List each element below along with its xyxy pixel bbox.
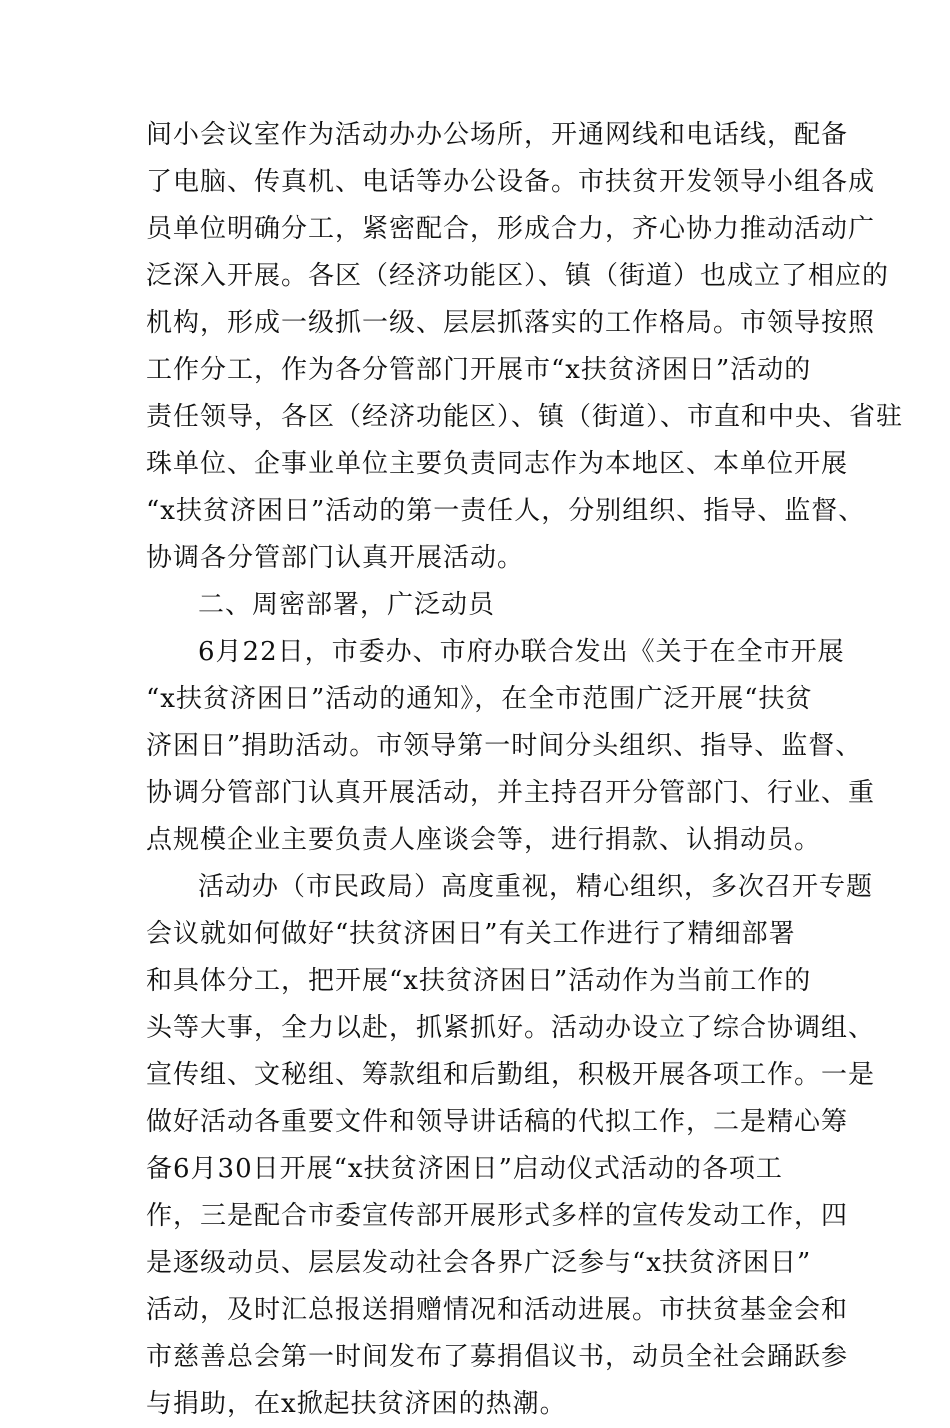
text-line: 和具体分工，把开展“x扶贫济困日”活动作为当前工作的 bbox=[146, 966, 812, 996]
text-line: 活动办（市民政局）高度重视，精心组织，多次召开专题 bbox=[198, 872, 874, 902]
text-line: 泛深入开展。各区（经济功能区）、镇（街道）也成立了相应的 bbox=[146, 261, 890, 291]
text-line: 机构，形成一级抓一级、层层抓落实的工作格局。市领导按照 bbox=[146, 308, 876, 338]
text-line: 是逐级动员、层层发动社会各界广泛参与“x扶贫济困日” bbox=[146, 1248, 812, 1278]
text-line: 6月22日，市委办、市府办联合发出《关于在全市开展 bbox=[198, 637, 845, 667]
text-line: 市慈善总会第一时间发布了募捐倡议书，动员全社会踊跃参 bbox=[146, 1342, 849, 1372]
text-line: 头等大事，全力以赴，抓紧抓好。活动办设立了综合协调组、 bbox=[146, 1013, 876, 1043]
text-line: 济困日”捐助活动。市领导第一时间分头组织、指导、监督、 bbox=[146, 731, 863, 761]
text-line: 了电脑、传真机、电话等办公设备。市扶贫开发领导小组各成 bbox=[146, 167, 876, 197]
text-line: 作，三是配合市委宣传部开展形式多样的宣传发动工作，四 bbox=[146, 1201, 849, 1231]
text-line: 间小会议室作为活动办办公场所，开通网线和电话线，配备 bbox=[146, 120, 849, 150]
text-line: “x扶贫济困日”活动的第一责任人，分别组织、指导、监督、 bbox=[146, 496, 866, 526]
text-line: “x扶贫济困日”活动的通知》，在全市范围广泛开展“扶贫 bbox=[146, 684, 813, 714]
text-line: 活动，及时汇总报送捐赠情况和活动进展。市扶贫基金会和 bbox=[146, 1295, 849, 1325]
text-line: 协调分管部门认真开展活动，并主持召开分管部门、行业、重 bbox=[146, 778, 876, 808]
text-line: 责任领导，各区（经济功能区）、镇（街道）、市直和中央、省驻 bbox=[146, 402, 904, 432]
text-line: 协调各分管部门认真开展活动。 bbox=[146, 543, 525, 573]
text-line: 点规模企业主要负责人座谈会等，进行捐款、认捐动员。 bbox=[146, 825, 822, 855]
text-line: 与捐助，在x掀起扶贫济困的热潮。 bbox=[146, 1389, 567, 1419]
section-heading: 二、周密部署，广泛动员 bbox=[198, 590, 496, 620]
text-line: 备6月30日开展“x扶贫济困日”启动仪式活动的各项工 bbox=[146, 1154, 783, 1184]
text-line: 宣传组、文秘组、筹款组和后勤组，积极开展各项工作。一是 bbox=[146, 1060, 876, 1090]
text-line: 员单位明确分工，紧密配合，形成合力，齐心协力推动活动广 bbox=[146, 214, 876, 244]
text-line: 会议就如何做好“扶贫济困日”有关工作进行了精细部署 bbox=[146, 919, 796, 949]
text-line: 工作分工，作为各分管部门开展市“x扶贫济困日”活动的 bbox=[146, 355, 812, 385]
document-body bbox=[146, 112, 904, 1428]
text-line: 珠单位、企事业单位主要负责同志作为本地区、本单位开展 bbox=[146, 449, 849, 479]
text-line: 做好活动各重要文件和领导讲话稿的代拟工作，二是精心筹 bbox=[146, 1107, 849, 1137]
